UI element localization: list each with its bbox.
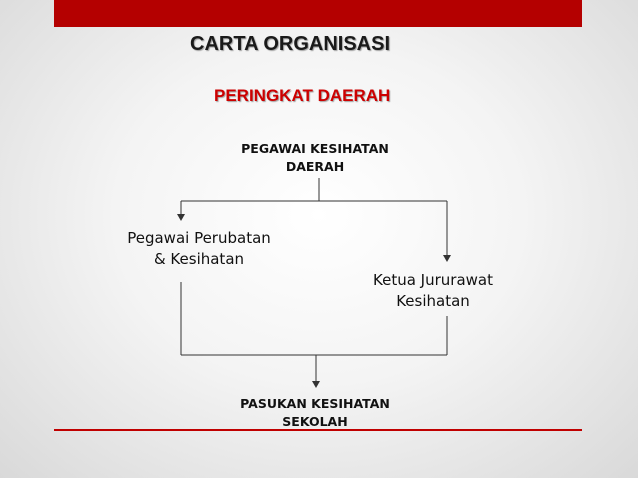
node-right-line1: Ketua Jururawat xyxy=(373,271,493,289)
slide-title: CARTA ORGANISASI xyxy=(190,33,390,55)
node-top-line1: PEGAWAI KESIHATAN xyxy=(241,141,389,156)
node-left-line2: & Kesihatan xyxy=(153,250,245,268)
node-right-line2: Kesihatan xyxy=(396,292,470,310)
arrowhead-right xyxy=(443,255,451,262)
node-bottom-line1: PASUKAN KESIHATAN xyxy=(240,396,390,411)
bottom-divider-line xyxy=(54,429,582,431)
arrowhead-left xyxy=(177,214,185,221)
node-bottom-line2: SEKOLAH xyxy=(282,414,348,429)
node-left-line1: Pegawai Perubatan xyxy=(127,229,271,247)
arrowhead-bottom xyxy=(312,381,320,388)
slide-subtitle: PERINGKAT DAERAH xyxy=(214,86,391,105)
node-top-line2: DAERAH xyxy=(285,159,345,174)
